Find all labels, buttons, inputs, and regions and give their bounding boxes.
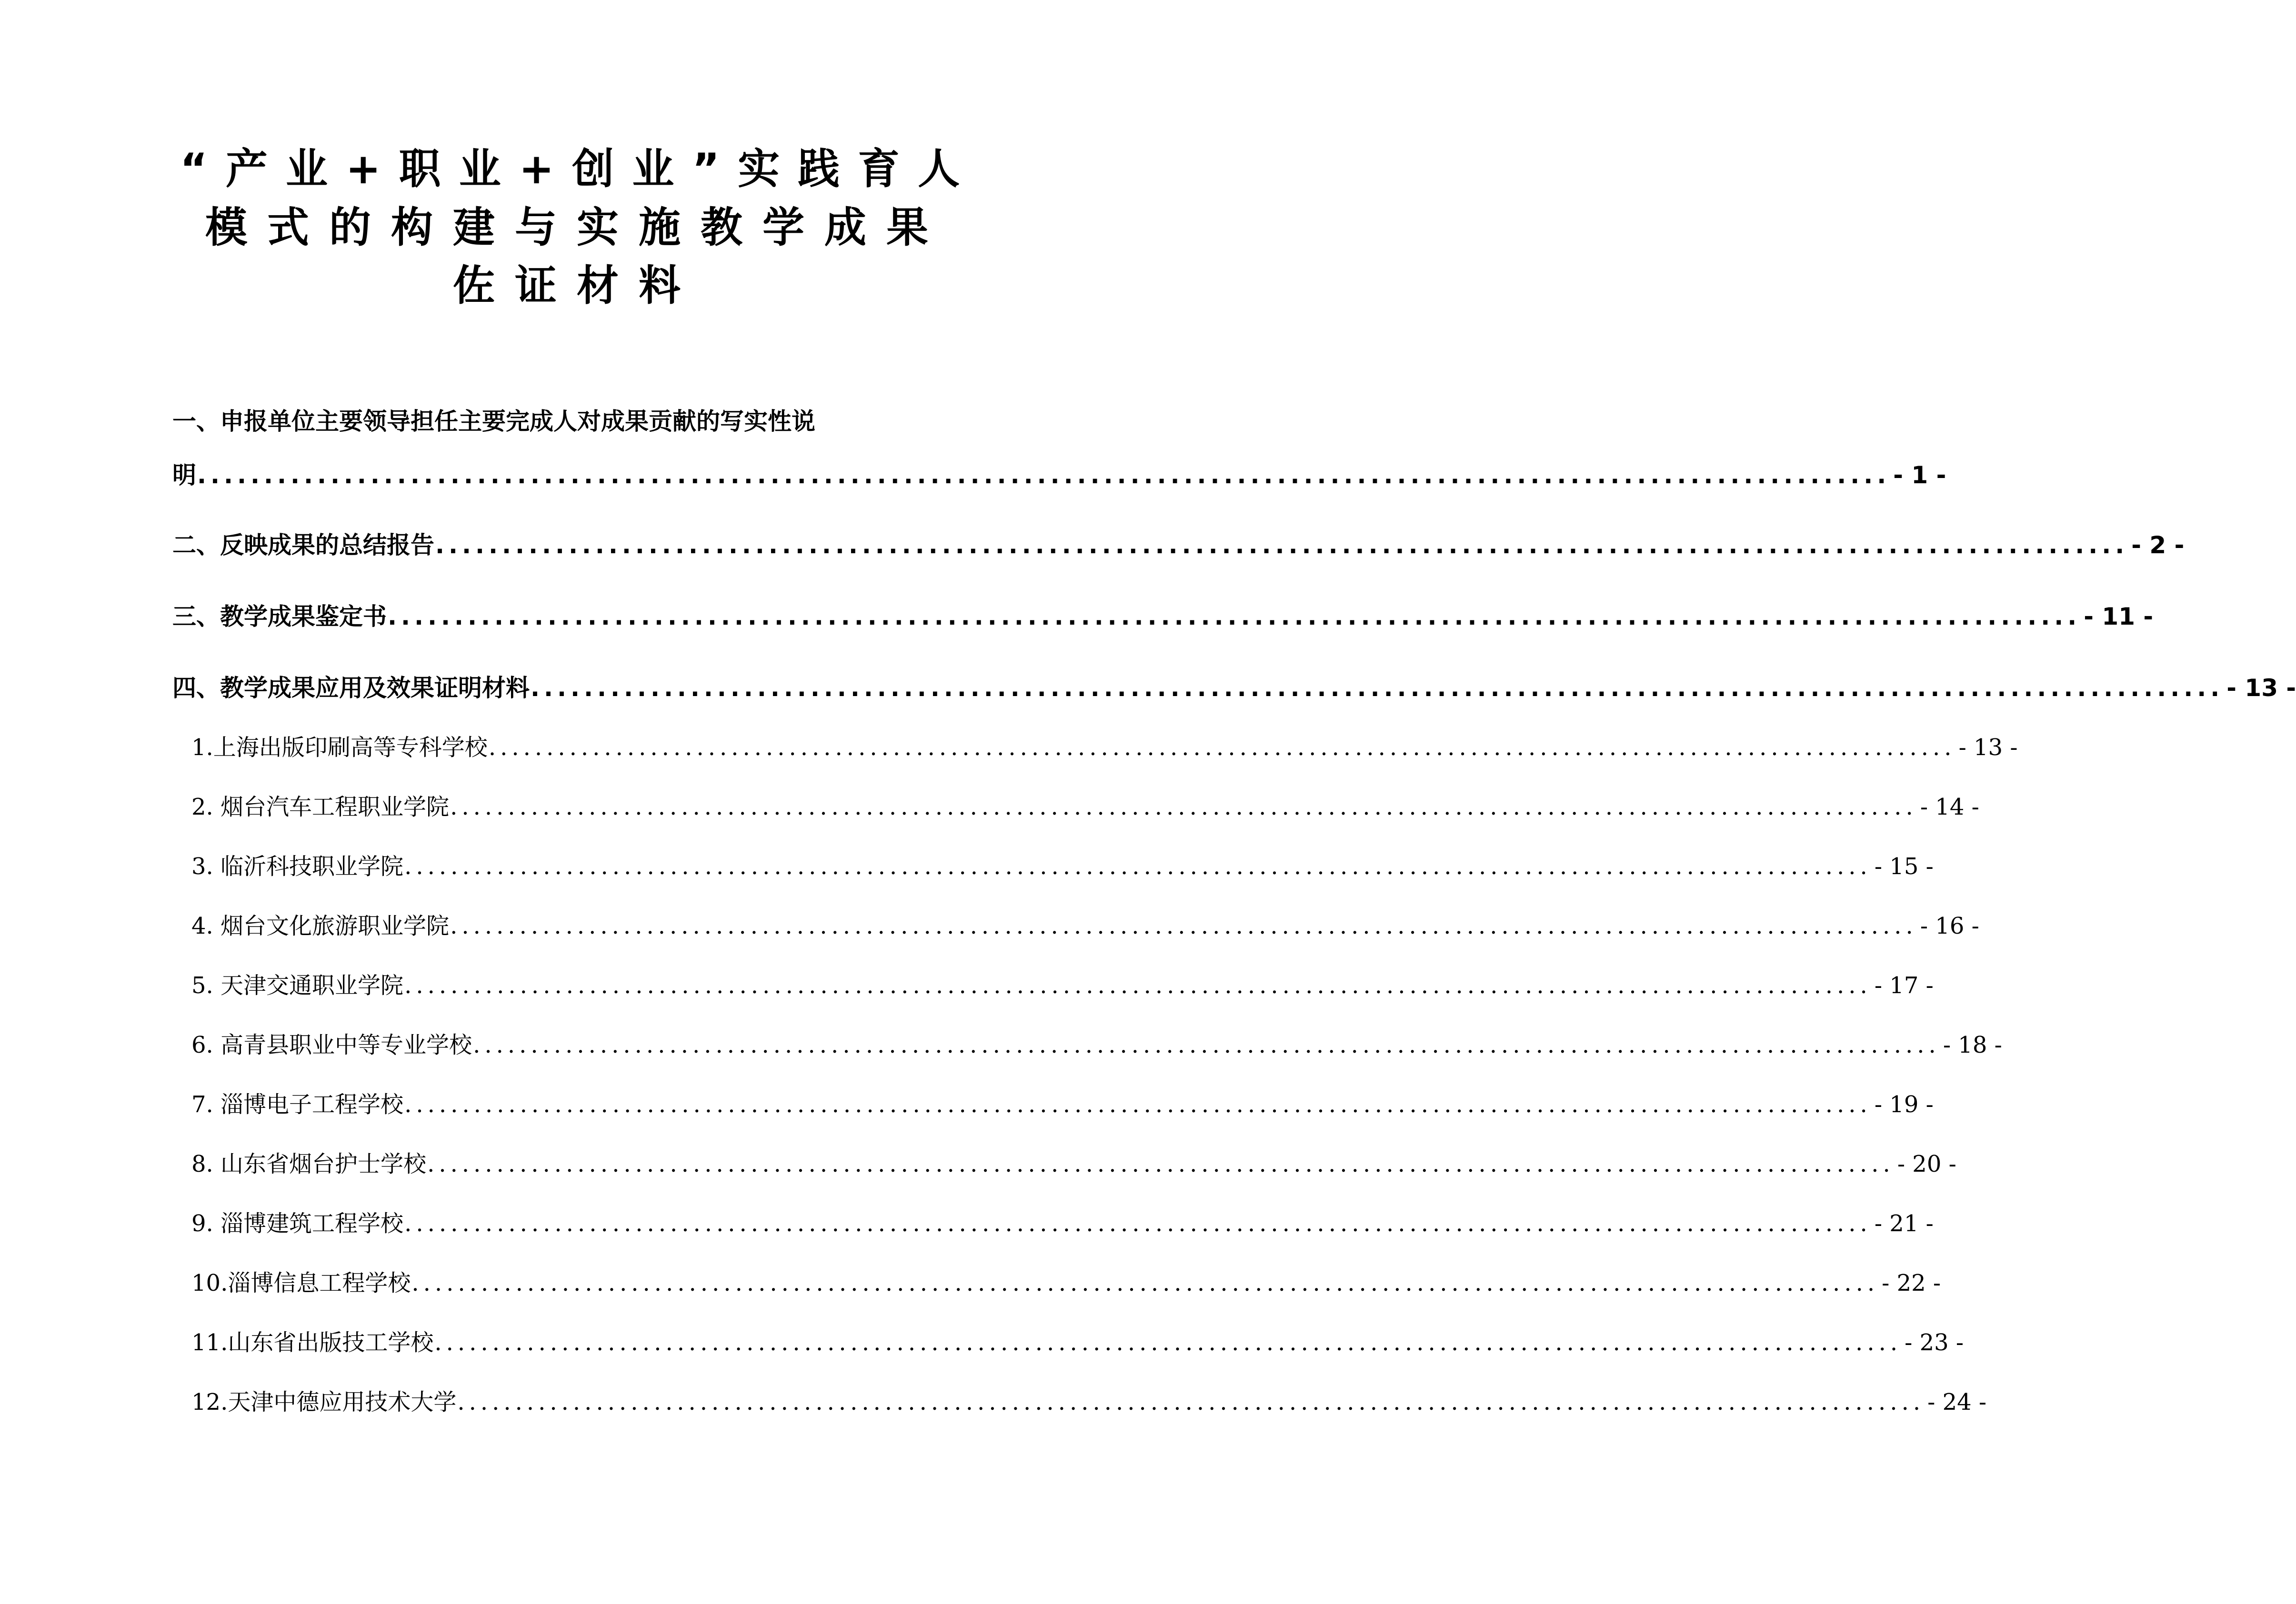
toc-leader-dots: ............................................................................................................................... [404,972,1872,999]
toc-item[interactable] [191,1086,1934,1124]
toc-leader-dots: ............................................................................................................................... [450,913,1917,939]
toc-item-page: - 18 - [1943,1032,2002,1058]
toc-section-1-label: 明 [172,461,196,489]
toc-item-label: 7. 淄博电子工程学校 [191,1091,404,1118]
toc-item[interactable] [191,966,1934,1005]
toc-section-3-label: 三、教学成果鉴定书 [172,603,387,630]
toc-item-page: - 22 - [1882,1270,1941,1296]
toc-item[interactable] [191,1026,2002,1064]
toc-section-1-line-1: 一、申报单位主要领导担任主要完成人对成果贡献的写实性说 [172,408,815,435]
toc-leader-dots: ............................................................................................................................... [404,1091,1872,1118]
toc-item-page: - 17 - [1874,972,1934,999]
toc-item[interactable] [191,788,1979,826]
toc-section-1-page: - 1 - [1893,461,1946,489]
toc-section-2-label: 二、反映成果的总结报告 [172,531,434,559]
toc-leader-dots: ............................................................................................................................... [404,1210,1872,1237]
toc-item[interactable] [191,1205,1934,1243]
toc-section-2[interactable] [172,526,2185,564]
toc-item-label: 9. 淄博建筑工程学校 [191,1210,404,1237]
toc-item[interactable] [191,1383,1987,1421]
document-title-line-1: “产业+职业+创业”实践育人 [180,144,978,193]
toc-item-page: - 16 - [1920,913,1979,939]
toc-item-label: 10.淄博信息工程学校 [191,1270,411,1296]
toc-item-page: - 23 - [1905,1329,1964,1356]
toc-item-page: - 20 - [1897,1151,1956,1177]
toc-section-3-page: - 11 - [2084,603,2154,630]
toc-item-label: 3. 临沂科技职业学院 [191,853,404,880]
toc-leader-dots: ............................................................................................................................... [450,794,1917,820]
toc-item-label: 11.山东省出版技工学校 [191,1329,434,1356]
toc-item-label: 1.上海出版印刷高等专科学校 [191,734,488,761]
toc-item[interactable] [191,1324,1964,1362]
toc-section-1[interactable] [172,456,1946,494]
toc-item-label: 4. 烟台文化旅游职业学院 [191,913,450,939]
toc-item[interactable] [191,728,2018,767]
toc-item[interactable] [191,1145,1956,1183]
toc-leader-dots: ............................................................................................................................... [531,674,2224,702]
toc-item-page: - 24 - [1927,1389,1987,1415]
toc-item-label: 2. 烟台汽车工程职业学院 [191,794,450,820]
toc-leader-dots: ............................................................................................................................... [388,603,2081,630]
toc-item-label: 12.天津中德应用技术大学 [191,1389,457,1415]
document-title-line-3: 佐证材料 [452,261,701,310]
toc-section-4-label: 四、教学成果应用及效果证明材料 [172,674,530,702]
toc-item-label: 8. 山东省烟台护士学校 [191,1151,427,1177]
toc-item-label: 5. 天津交通职业学院 [191,972,404,999]
toc-leader-dots: ............................................................................................................................... [434,1329,1902,1356]
toc-item[interactable] [191,847,1934,886]
toc-item-page: - 19 - [1874,1091,1934,1118]
toc-item-label: 6. 高青县职业中等专业学校 [191,1032,472,1058]
toc-leader-dots: ............................................................................................................................... [457,1389,1925,1415]
toc-section-4-page: - 13 - [2226,674,2296,702]
toc-leader-dots: ............................................................................................................................... [411,1270,1879,1296]
toc-section-2-page: - 2 - [2131,531,2185,559]
toc-leader-dots: ............................................................................................................................... [197,461,1891,489]
toc-leader-dots: ............................................................................................................................... [488,734,1956,761]
toc-item-page: - 13 - [1958,734,2018,761]
toc-section-4[interactable] [172,669,2296,707]
document-title-line-2: 模式的构建与实施教学成果 [205,203,948,252]
toc-leader-dots: ............................................................................................................................... [473,1032,1940,1058]
toc-leader-dots: ............................................................................................................................... [404,853,1872,880]
toc-item-page: - 15 - [1874,853,1934,880]
toc-item-page: - 14 - [1920,794,1979,820]
toc-item[interactable] [191,907,1979,945]
toc-section-3[interactable] [172,598,2154,636]
toc-leader-dots: ............................................................................................................................... [435,531,2129,559]
toc-item-page: - 21 - [1874,1210,1934,1237]
toc-leader-dots: ............................................................................................................................... [427,1151,1895,1177]
toc-item[interactable] [191,1264,1941,1302]
